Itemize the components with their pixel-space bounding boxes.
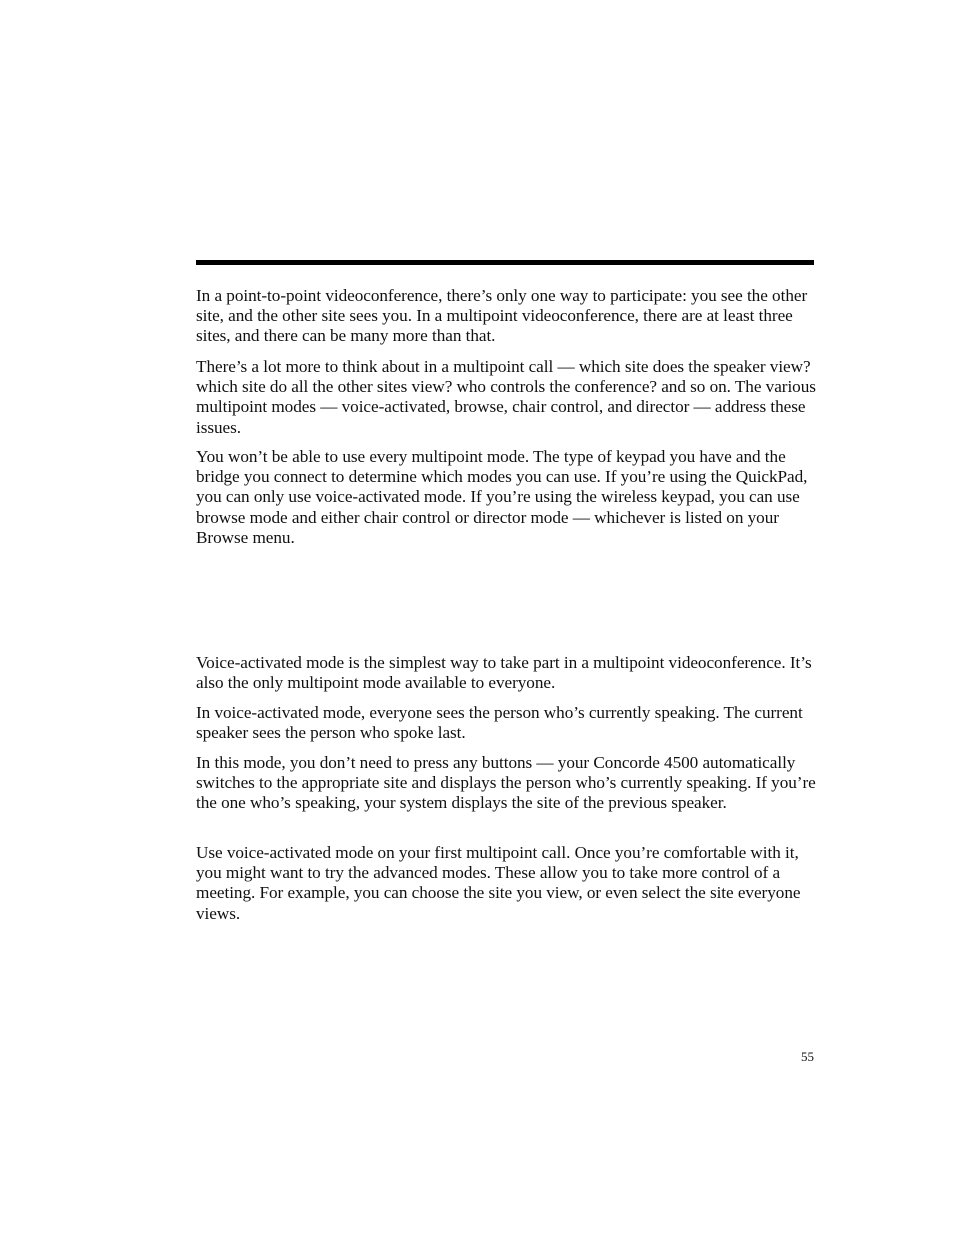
page-number: 55 [801,1049,814,1064]
intro-paragraph-2: There’s a lot more to think about in a multipoint call — which site does the speaker view? which site do all the other sites view? who controls the conference? and so on. The various multipoint modes — voice-activated, browse, chair control, and director — address these issues. [196,357,816,437]
intro-paragraph-1: In a point-to-point videoconference, there’s only one way to participate: you see the other site, and the other site sees you. In a multipoint videoconference, there are at least three sites, and there can be many more than that. [196,286,808,346]
voice-activated-paragraph-2: In voice-activated mode, everyone sees the person who’s currently speaking. The current speaker sees the person who spoke last. [196,703,803,743]
intro-paragraph-3: You won’t be able to use every multipoint mode. The type of keypad you have and the bridge you connect to determine which modes you can use. If you’re using the QuickPad, you can only use voice-activated mode. If you’re using the wireless keypad, you can use browse mode and either chair control or director mode — whichever is listed on your Browse menu. [196,447,808,547]
voice-activated-paragraph-1: Voice-activated mode is the simplest way to take part in a multipoint videoconference. It’s also the only multipoint mode available to everyone. [196,653,812,693]
voice-activated-paragraph-3: In this mode, you don’t need to press any buttons — your Concorde 4500 automatically switches to the appropriate site and displays the person who’s currently speaking. If you’re the one who’s speaking, your system displays the site of the previous speaker. [196,753,816,813]
voice-activated-paragraph-4: Use voice-activated mode on your first multipoint call. Once you’re comfortable with it, you might want to try the advanced modes. These allow you to take more control of a meeting. For example, you can choose the site you view, or even select the site everyone views. [196,843,801,923]
heading-rule [196,260,814,265]
